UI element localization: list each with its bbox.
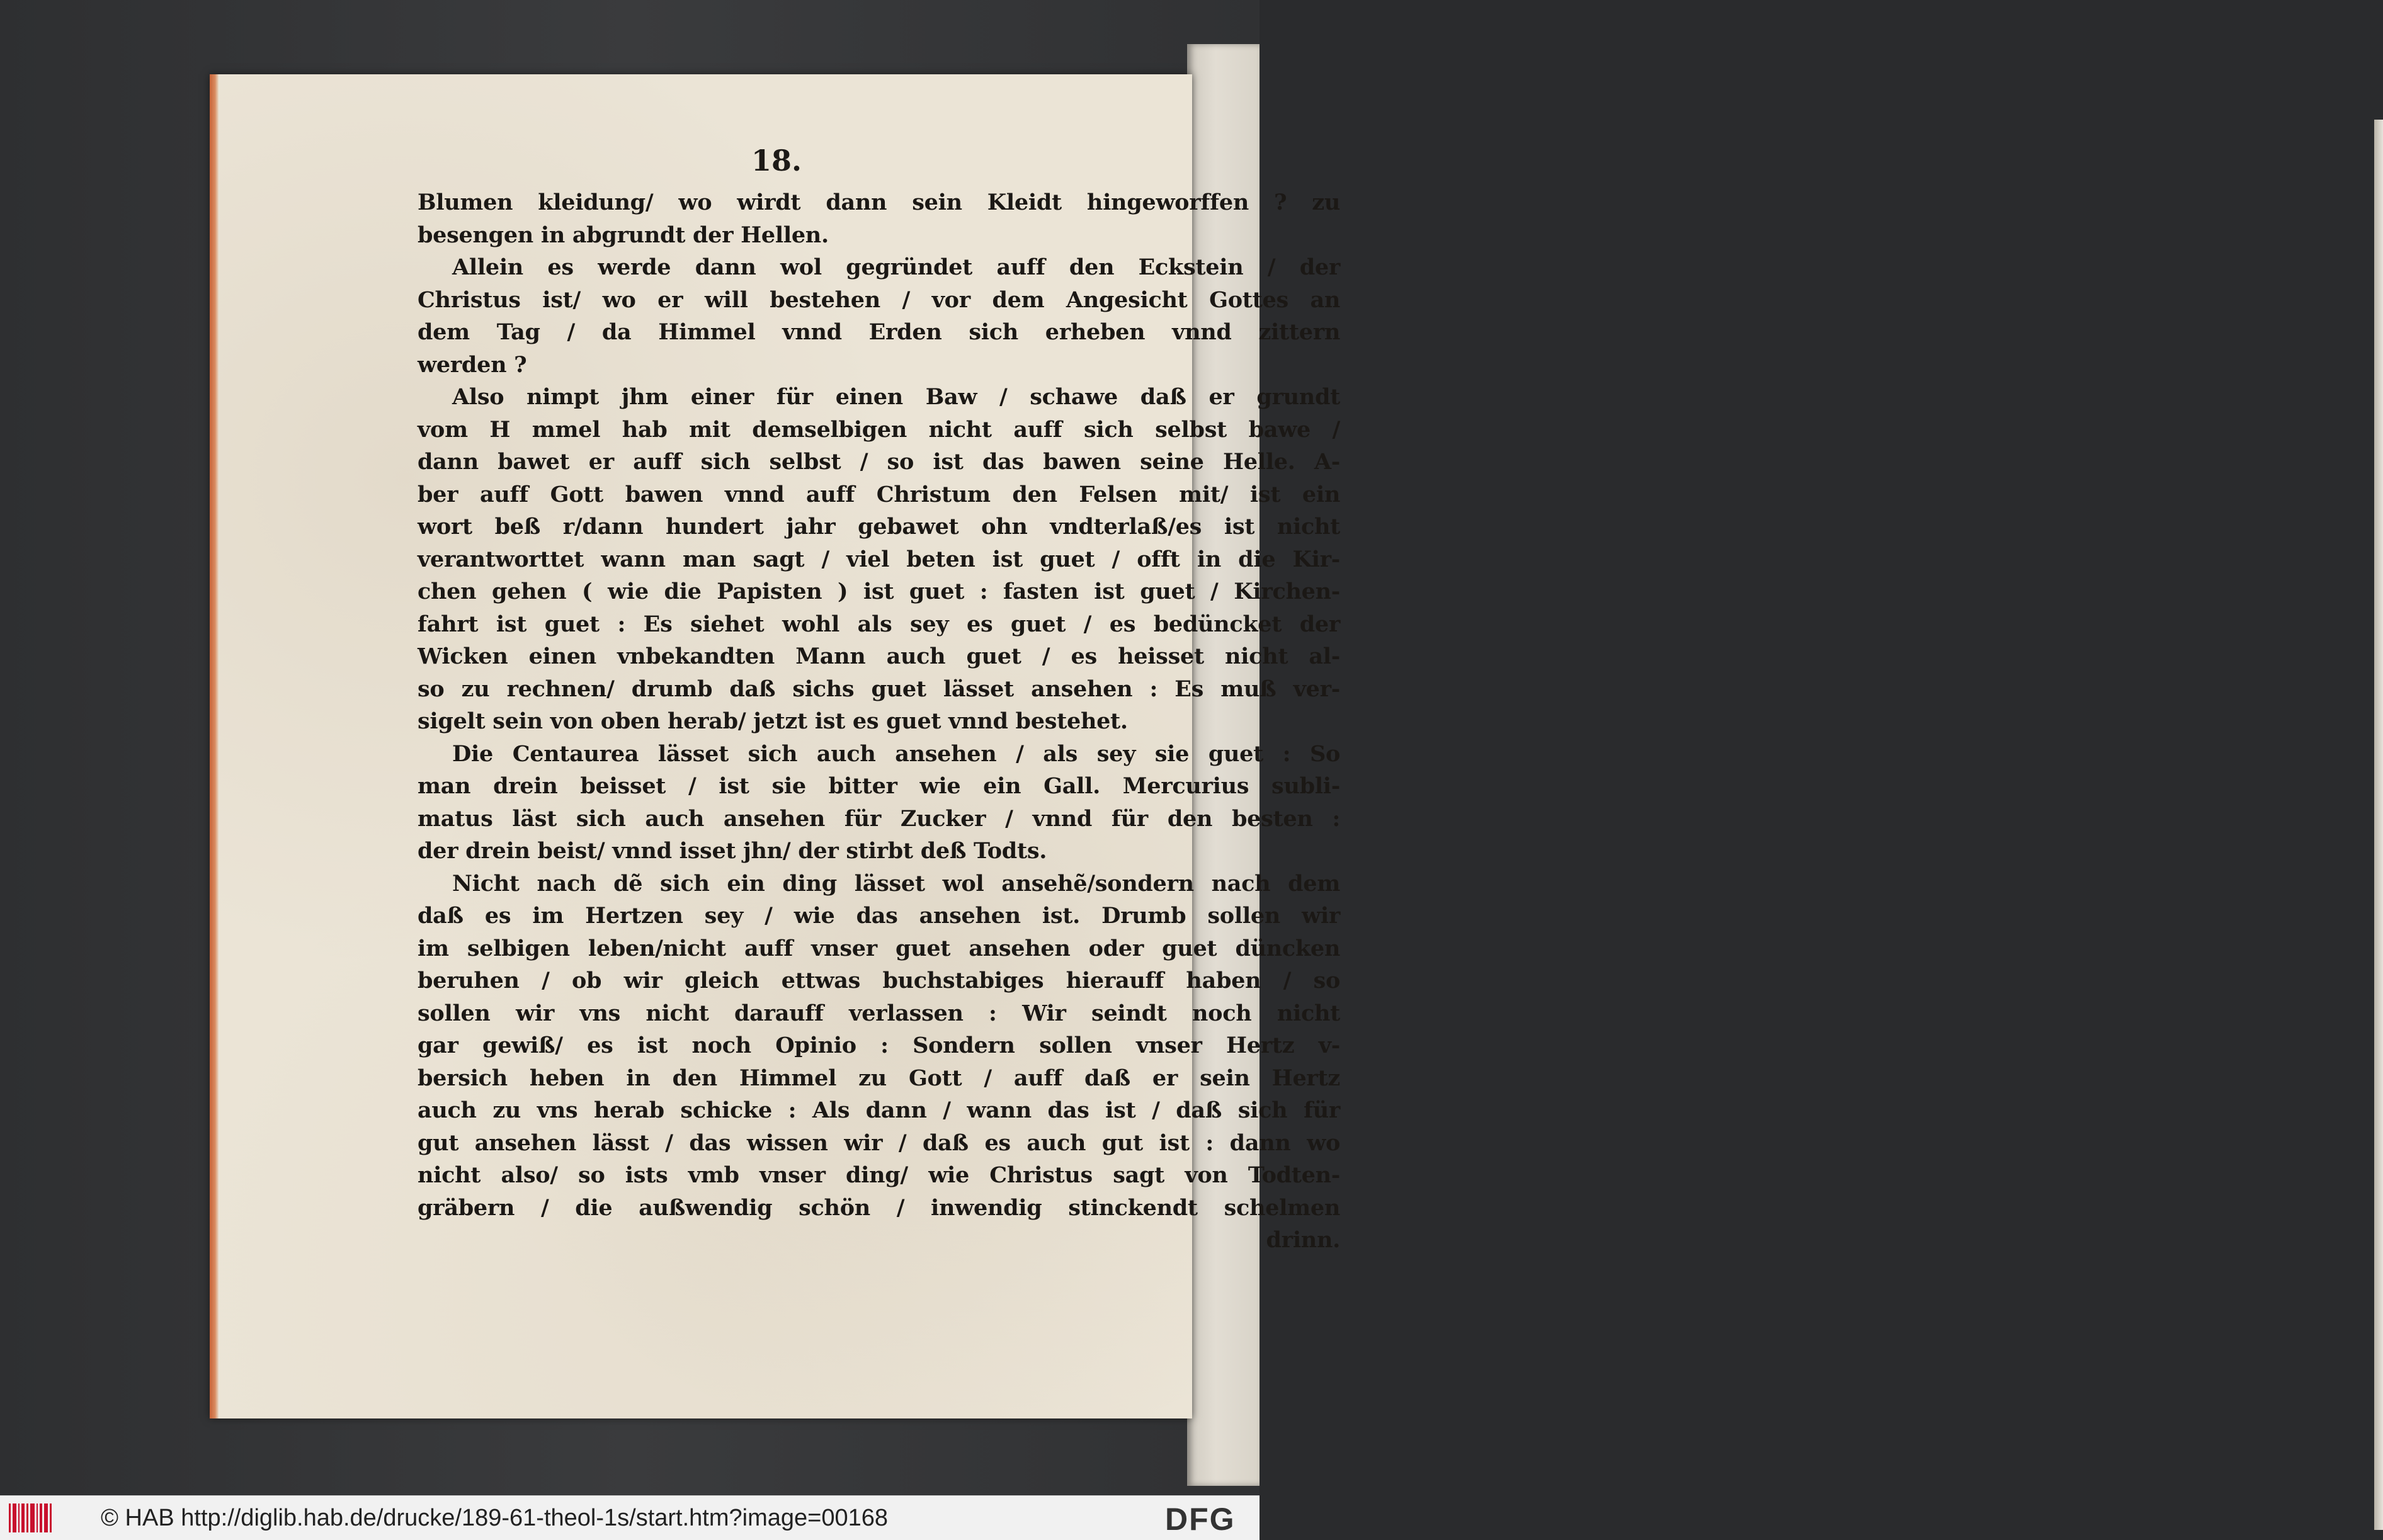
text-line: man drein beisset / ist sie bitter wie ein Gall. Mercurius subli- [418,773,1340,799]
text-line: gut ansehen lässt / das wissen wir / daß es auch gut ist : dann wo [418,1130,1340,1156]
page-text-block [418,186,1340,1257]
text-line: matus läst sich auch ansehen für Zucker / vnnd für den besten : [418,805,1340,832]
text-line: besengen in abgrundt der Hellen. [418,222,829,248]
catchword: drinn. [1266,1227,1340,1253]
text-line: der drein beist/ vnnd isset jhn/ der stirbt deß Todts. [418,838,1047,864]
barcode-logo-icon [9,1503,53,1532]
text-line: gräbern / die außwendig schön / inwendig stinckendt schelmen [418,1194,1340,1221]
text-line: daß es im Hertzen sey / wie das ansehen ist. Drumb sollen wir [418,903,1340,929]
text-line: vom H mmel hab mit demselbigen nicht auff sich selbst bawe / [418,416,1340,443]
footer-bar [0,1495,1260,1540]
red-page-edge [210,74,219,1418]
text-line: dann bawet er auff sich selbst / so ist das bawen seine Helle. A- [418,449,1340,475]
text-line: auch zu vns herab schicke : Als dann / wann das ist / daß sich für [418,1097,1340,1123]
text-line: nicht also/ so ists vmb vnser ding/ wie Christus sagt von Todten- [418,1162,1340,1188]
text-line: dem Tag / da Himmel vnnd Erden sich erheben vnnd zittern [418,319,1340,345]
text-line: Wicken einen vnbekandten Mann auch guet / es heisset nicht al- [418,643,1340,669]
text-line: Die Centaurea lässet sich auch ansehen / als sey sie guet : So [452,740,1340,767]
text-line: ber auff Gott bawen vnnd auff Christum den Felsen mit/ ist ein [418,481,1340,507]
text-line: bersich heben in den Himmel zu Gott / auff daß er sein Hertz [418,1065,1340,1091]
dfg-logo: DFG [1165,1502,1236,1537]
book-page [210,74,1340,1418]
text-line: wort beß r/dann hundert jahr gebawet ohn vndterlaß/es ist nicht [418,514,1340,540]
text-line: verantworttet wann man sagt / viel beten ist guet / offt in die Kir- [418,546,1340,572]
page-number: 18. [751,144,802,178]
source-credit-link[interactable]: © HAB http://diglib.hab.de/drucke/189-61-theol-1s/start.htm?image=00168 [101,1505,889,1531]
text-line: chen gehen ( wie die Papisten ) ist guet : fasten ist guet / Kirchen- [418,579,1340,604]
text-line: werden ? [418,351,527,378]
text-line: im selbigen leben/nicht auff vnser guet ansehen oder guet düncken [418,935,1340,961]
text-line: fahrt ist guet : Es siehet wohl als sey es guet / es bedüncket der [418,611,1340,637]
text-line: Allein es werde dann wol gegründet auff den Eckstein / der [452,254,1340,280]
text-line: sigelt sein von oben herab/ jetzt ist es guet vnnd bestehet. [418,708,1128,734]
text-line: sollen wir vns nicht darauff verlassen : Wir seindt noch nicht [418,1000,1340,1026]
text-line: so zu rechnen/ drumb daß sichs guet lässet ansehen : Es muß ver- [418,676,1340,702]
text-line: gar gewiß/ es ist noch Opinio : Sondern sollen vnser Hertz v- [418,1033,1340,1058]
text-line: Christus ist/ wo er will bestehen / vor dem Angesicht Gottes an [418,286,1340,313]
text-line: Blumen kleidung/ wo wirdt dann sein Kleidt hingeworffen ? zu [418,190,1340,215]
text-line: beruhen / ob wir gleich ettwas buchstabiges hierauff haben / so [418,968,1340,994]
gutter-strip [2374,120,2383,1530]
text-line: Nicht nach dẽ sich ein ding lässet wol ansehẽ/sondern nach dem [452,870,1340,897]
text-line: Also nimpt jhm einer für einen Baw / schawe daß er grundt [452,384,1340,410]
